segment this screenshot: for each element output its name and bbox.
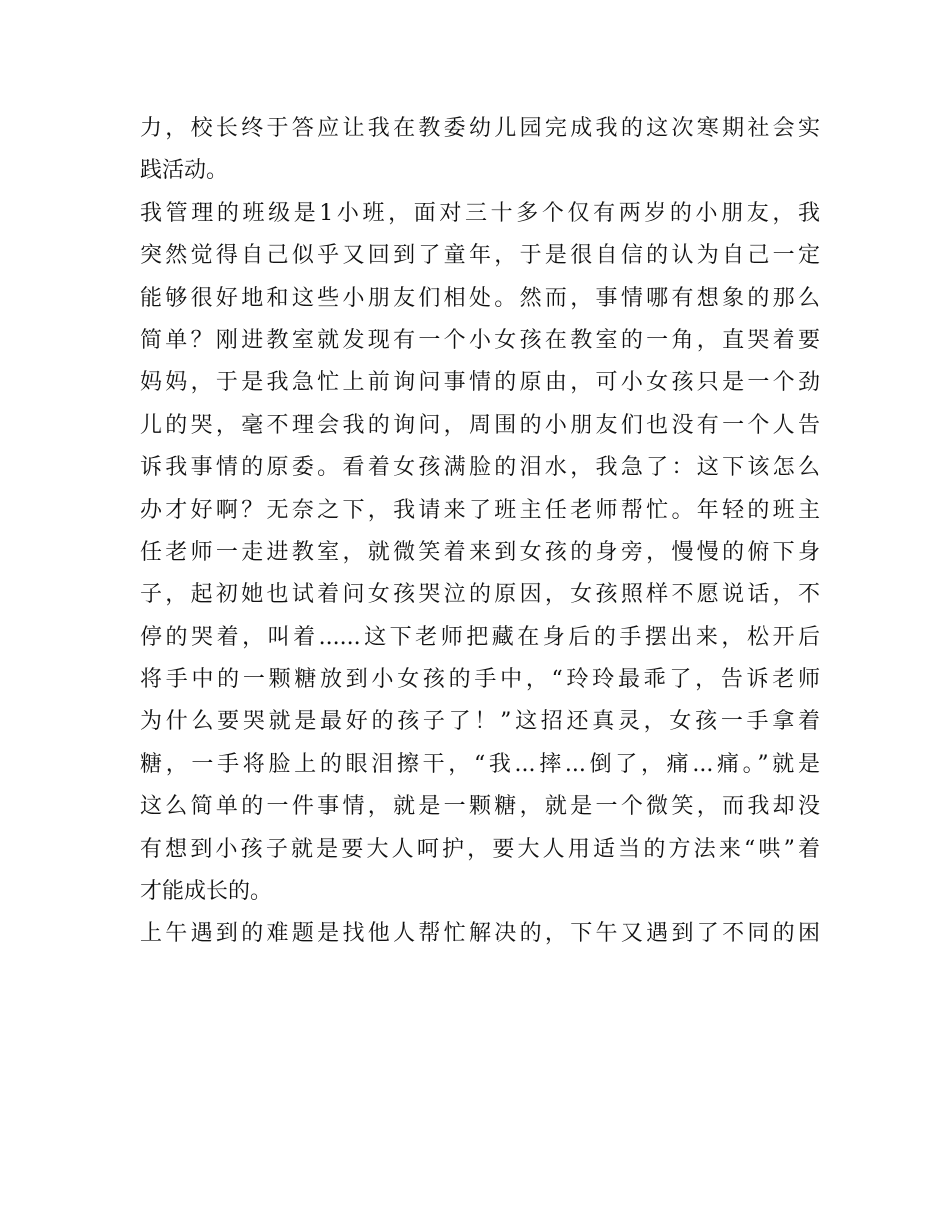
paragraph [140,193,820,914]
text-line: 糖，一手将脸上的眼泪擦干，“我...摔...倒了，痛...痛。”就是 [140,751,820,777]
text-line: 上午遇到的难题是找他人帮忙解决的，下午又遇到了不同的困 [140,921,820,947]
text-line: 践活动。 [140,158,229,184]
text-line: 任老师一走进教室，就微笑着来到女孩的身旁，慢慢的俯下身 [140,539,820,565]
text-line: 妈妈，于是我急忙上前询问事情的原由，可小女孩只是一个劲 [140,370,820,396]
text-line: 能够很好地和这些小朋友们相处。然而，事情哪有想象的那么 [140,285,820,311]
text-line: 停的哭着，叫着......这下老师把藏在身后的手摆出来，松开后 [140,624,820,650]
text-line: 这么简单的一件事情，就是一颗糖，就是一个微笑，而我却没 [140,794,820,820]
paragraph [140,108,820,193]
body-text [140,108,820,956]
text-line: 有想到小孩子就是要大人呵护，要大人用适当的方法来“哄”着 [140,836,820,862]
text-line: 突然觉得自己似乎又回到了童年，于是很自信的认为自己一定 [140,243,820,269]
text-line: 办才好啊？无奈之下，我请来了班主任老师帮忙。年轻的班主 [140,497,820,523]
text-line: 才能成长的。 [140,879,273,905]
text-line: 力，校长终于答应让我在教委幼儿园完成我的这次寒期社会实 [140,116,820,141]
text-line: 诉我事情的原委。看着女孩满脸的泪水，我急了：这下该怎么 [140,455,820,481]
text-line: 儿的哭，毫不理会我的询问，周围的小朋友们也没有一个人告 [140,412,820,438]
text-line: 将手中的一颗糖放到小女孩的手中，“玲玲最乖了，告诉老师 [140,667,820,693]
text-line: 简单？刚进教室就发现有一个小女孩在教室的一角，直哭着要 [140,327,820,353]
text-line: 子，起初她也试着问女孩哭泣的原因，女孩照样不愿说话，不 [140,582,820,608]
text-line: 我管理的班级是1小班，面对三十多个仅有两岁的小朋友，我 [140,200,820,226]
paragraph [140,913,820,955]
text-line: 为什么要哭就是最好的孩子了！”这招还真灵，女孩一手拿着 [140,709,820,735]
